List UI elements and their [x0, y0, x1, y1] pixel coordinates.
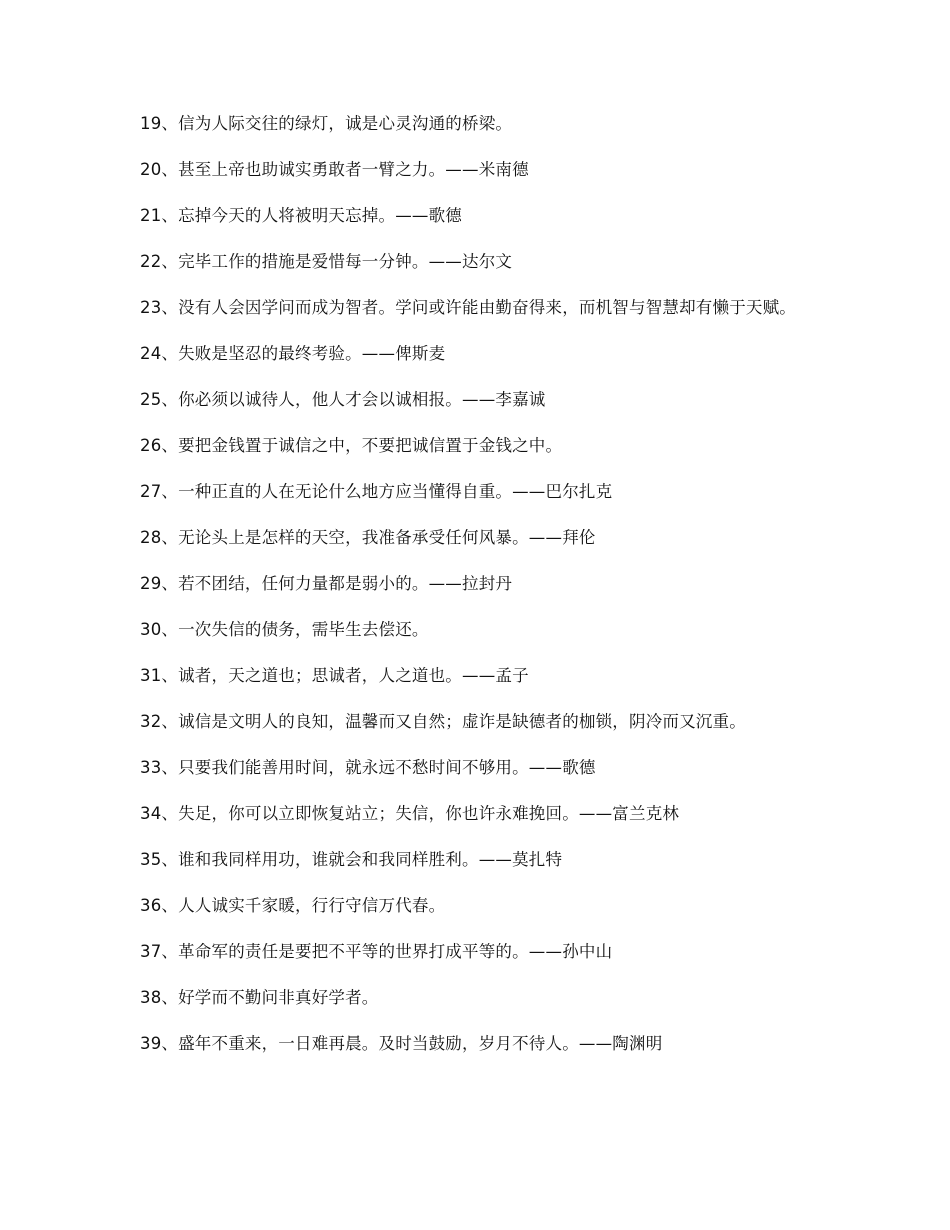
quote-entry-23: 23、没有人会因学问而成为智者。学问或许能由勤奋得来，而机智与智慧却有懒于天赋。: [140, 298, 796, 317]
quote-entry-30: 30、一次失信的债务，需毕生去偿还。: [140, 620, 429, 639]
quote-entry-39: 39、盛年不重来，一日难再晨。及时当鼓励，岁月不待人。——陶渊明: [140, 1034, 663, 1053]
quote-entry-20: 20、甚至上帝也助诚实勇敢者一臂之力。——米南德: [140, 160, 529, 179]
quote-entry-19: 19、信为人际交往的绿灯，诚是心灵沟通的桥梁。: [140, 114, 513, 133]
quote-entry-33: 33、只要我们能善用时间，就永远不愁时间不够用。——歌德: [140, 758, 596, 777]
quote-entry-26: 26、要把金钱置于诚信之中，不要把诚信置于金钱之中。: [140, 436, 563, 455]
quote-entry-25: 25、你必须以诚待人，他人才会以诚相报。——李嘉诚: [140, 390, 546, 409]
quote-entry-22: 22、完毕工作的措施是爱惜每一分钟。——达尔文: [140, 252, 513, 271]
quote-entry-29: 29、若不团结，任何力量都是弱小的。——拉封丹: [140, 574, 513, 593]
quote-entry-27: 27、一种正直的人在无论什么地方应当懂得自重。——巴尔扎克: [140, 482, 613, 501]
quote-entry-32: 32、诚信是文明人的良知，温馨而又自然；虚诈是缺德者的枷锁，阴冷而又沉重。: [140, 712, 746, 731]
quote-entry-34: 34、失足，你可以立即恢复站立；失信，你也许永难挽回。——富兰克林: [140, 804, 680, 823]
quote-entry-38: 38、好学而不勤问非真好学者。: [140, 988, 379, 1007]
quote-entry-28: 28、无论头上是怎样的天空，我准备承受任何风暴。——拜伦: [140, 528, 596, 547]
quote-entry-21: 21、忘掉今天的人将被明天忘掉。——歌德: [140, 206, 462, 225]
quote-entry-36: 36、人人诚实千家暖，行行守信万代春。: [140, 896, 446, 915]
quote-entry-37: 37、革命军的责任是要把不平等的世界打成平等的。——孙中山: [140, 942, 613, 961]
quote-list: [140, 112, 820, 1078]
quote-entry-35: 35、谁和我同样用功，谁就会和我同样胜利。——莫扎特: [140, 850, 563, 869]
quote-entry-31: 31、诚者，天之道也；思诚者，人之道也。——孟子: [140, 666, 529, 685]
quote-entry-24: 24、失败是坚忍的最终考验。——俾斯麦: [140, 344, 446, 363]
